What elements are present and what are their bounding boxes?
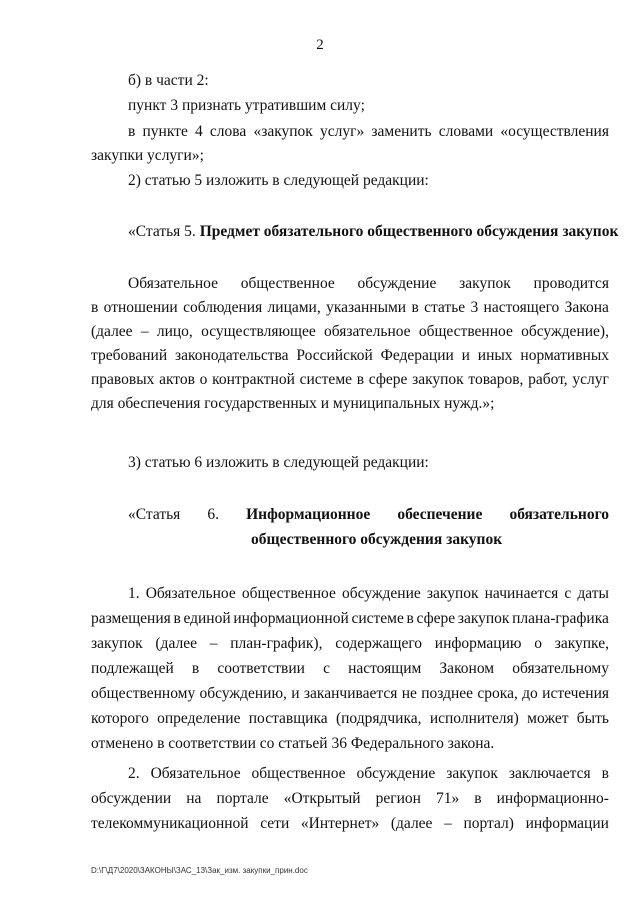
text-line: Обязательное общественное обсуждение закупок проводится xyxy=(128,275,609,292)
text-line: размещения в единой информационной системе в сфере закупок плана-графика xyxy=(91,610,609,627)
text-line: б) в части 2: xyxy=(128,72,209,89)
article-5-title: Предмет обязательного общественного обсуждения закупок xyxy=(199,223,619,240)
file-path-footer: D:\Г\Д7\2020\ЗАКОНЫ\ЗАС_13\Зак_изм. закупки_прин.doc xyxy=(91,866,308,875)
text-line: отменено в соответствии со статьей 36 Федерального закона. xyxy=(91,735,495,752)
text-line: в пункте 4 слова «закупок услуг» заменить словами «осуществления xyxy=(128,123,609,140)
text-line: (далее – лицо, осуществляющее обязательное общественное обсуждение), xyxy=(91,323,609,340)
article-5-prefix: «Статья 5. xyxy=(128,223,200,240)
text-line: правовых актов о контрактной системе в сфере закупок товаров, работ, услуг xyxy=(91,371,609,388)
text-line: 2. Обязательное общественное обсуждение закупок заключается в xyxy=(128,765,609,782)
article-6-prefix: «Статья xyxy=(128,506,181,523)
text-line: которого определение поставщика (подрядчика, исполнителя) может быть xyxy=(91,710,609,727)
text-line: 1. Обязательное общественное обсуждение закупок начинается с даты xyxy=(128,585,609,602)
text-line: для обеспечения государственных и муниципальных нужд.»; xyxy=(91,395,495,412)
text-line: закупок (далее – план-график), содержащего информацию о закупке, xyxy=(91,635,609,652)
article-6-title-word: обеспечение xyxy=(397,506,483,523)
article-6-title-word: обязательного xyxy=(509,506,609,523)
text-line: требований законодательства Российской Федерации и иных нормативных xyxy=(91,347,609,364)
article-6-title-line2: общественного обсуждения закупок xyxy=(251,531,503,548)
article-6-title-word: Информационное xyxy=(246,506,371,523)
article-6-number: 6. xyxy=(207,506,220,523)
article-6-heading xyxy=(128,505,609,525)
text-line: обсуждении на портале «Открытый регион 71» в информационно- xyxy=(91,790,609,807)
text-line: закупки услуги»; xyxy=(91,147,204,164)
text-line: 3) статью 6 изложить в следующей редакции: xyxy=(128,454,429,471)
page-number: 2 xyxy=(316,37,324,53)
text-line: общественному обсуждению, и заканчивается не позднее срока, до истечения xyxy=(91,685,609,702)
text-line: подлежащей в соответствии с настоящим Законом обязательному xyxy=(91,660,609,677)
text-line: телекоммуникационной сети «Интернет» (далее – портал) информации xyxy=(91,815,609,832)
text-line: пункт 3 признать утратившим силу; xyxy=(128,97,365,114)
article-5-heading xyxy=(128,222,618,242)
text-line: 2) статью 5 изложить в следующей редакции: xyxy=(128,172,429,189)
text-line: в отношении соблюдения лицами, указанными в статье 3 настоящего Закона xyxy=(91,299,609,316)
